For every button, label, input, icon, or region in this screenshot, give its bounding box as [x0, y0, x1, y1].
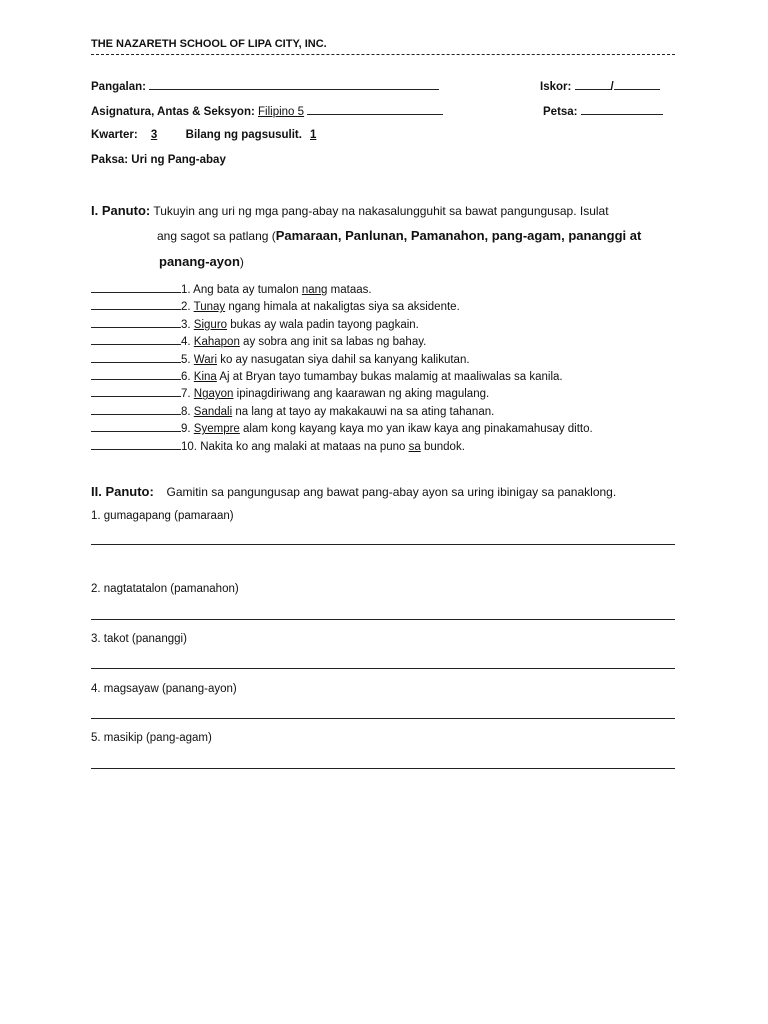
part1-item [91, 404, 494, 418]
item-text-post: bundok. [423, 440, 465, 453]
underlined-adverb: Tunay [193, 301, 226, 314]
part1-item [91, 317, 419, 331]
header-divider [91, 54, 675, 55]
iskor-row [540, 79, 660, 93]
answer-blank[interactable] [91, 299, 181, 310]
answer-line-1[interactable] [91, 544, 675, 545]
part1-text1: Tukuyin ang uri ng mga pang-abay na nakasalungguhit sa bawat pangungusap. Isulat [153, 204, 609, 218]
answer-blank[interactable] [91, 334, 181, 345]
school-name: THE NAZARETH SCHOOL OF LIPA CITY, INC. [91, 38, 327, 50]
item-text-post: Aj at Bryan tayo tumambay bukas malamig at maaliwalas sa kanila. [219, 371, 563, 383]
part1-instruction-line2 [157, 228, 641, 243]
item-number: 9. [181, 423, 191, 436]
part1-item [91, 282, 372, 296]
part2-item-5: 5. masikip (pang-agam) [91, 732, 212, 744]
part1-item [91, 386, 489, 400]
item-number: 7. [181, 388, 191, 401]
answer-blank[interactable] [91, 352, 181, 363]
part1-item [91, 421, 593, 435]
underlined-adverb: Sandali [193, 405, 233, 418]
petsa-row [543, 104, 663, 118]
answer-line-5[interactable] [91, 768, 675, 769]
petsa-blank[interactable] [581, 104, 663, 115]
asignatura-blank[interactable] [307, 104, 443, 115]
item-number: 6. [181, 371, 191, 383]
asignatura-row [91, 104, 443, 118]
underlined-adverb: nang [301, 284, 328, 296]
item-text-post: na lang at tayo ay makakauwi na sa ating tahanan. [235, 405, 495, 418]
answer-blank[interactable] [91, 282, 181, 293]
item-number: 1. [181, 284, 191, 296]
pangalan-row [91, 79, 439, 93]
iskor-blank[interactable] [575, 79, 611, 90]
part2-text: Gamitin sa pangungusap ang bawat pang-abay ayon sa uring ibinigay sa panaklong. [166, 485, 617, 499]
answer-blank[interactable] [91, 421, 181, 432]
part2-item-3: 3. takot (pananggi) [91, 633, 187, 645]
answer-line-2[interactable] [91, 619, 675, 620]
paksa: Paksa: Uri ng Pang-abay [91, 154, 226, 166]
answer-line-3[interactable] [91, 668, 675, 669]
part1-text3-bold: panang-ayon [159, 254, 240, 269]
item-text-post: bukas ay wala padin tayong pagkain. [230, 318, 419, 331]
answer-blank[interactable] [91, 404, 181, 415]
answer-blank[interactable] [91, 439, 181, 450]
underlined-adverb: Siguro [193, 318, 228, 331]
part1-item [91, 352, 470, 366]
iskor-separator: / [610, 81, 614, 93]
iskor-label: Iskor: [540, 81, 572, 93]
item-number: 8. [181, 405, 191, 418]
item-number: 5. [181, 353, 191, 366]
item-text-post: ay sobra ang init sa labas ng bahay. [243, 336, 427, 349]
item-number: 4. [181, 336, 191, 349]
pangalan-blank[interactable] [149, 79, 439, 90]
part1-instruction-line3 [159, 254, 244, 269]
part1-text2-pre: ang sagot sa patlang ( [157, 229, 276, 243]
underlined-adverb: sa [408, 440, 421, 453]
part1-text2-bold: Pamaraan, Panlunan, Pamanahon, pang-agam, pananggi at [275, 228, 642, 243]
part1-item [91, 334, 426, 348]
part1-text3-post: ) [239, 255, 244, 269]
underlined-adverb: Kahapon [193, 336, 240, 349]
underlined-adverb: Syempre [193, 423, 240, 436]
part1-instruction-line1 [91, 203, 609, 218]
part2-item-1: 1. gumagapang (pamaraan) [91, 510, 234, 522]
item-number: 3. [181, 318, 191, 331]
part1-heading: I. Panuto: [91, 203, 151, 218]
answer-blank[interactable] [91, 386, 181, 397]
item-number: 2. [181, 301, 191, 314]
item-text-post: ngang himala at nakaligtas siya sa aksidente. [228, 301, 460, 314]
part1-item [91, 369, 563, 383]
kwarter-row [91, 129, 324, 141]
item-text-post: ipinagdiriwang ang kaarawan ng aking magulang. [236, 388, 490, 401]
item-number: 10. [181, 440, 197, 453]
bilang-label: Bilang ng pagsusulit. [185, 129, 302, 141]
pangalan-label: Pangalan: [91, 81, 146, 93]
answer-line-4[interactable] [91, 718, 675, 719]
part2-item-4: 4. magsayaw (panang-ayon) [91, 683, 237, 695]
part2-item-2: 2. nagtatatalon (pamanahon) [91, 583, 239, 595]
item-text-pre: Nakita ko ang malaki at mataas na puno [200, 440, 406, 453]
part1-item [91, 299, 460, 313]
item-text-post: ko ay nasugatan siya dahil sa kanyang kalikutan. [220, 353, 470, 366]
part1-item [91, 439, 465, 453]
kwarter-value: 3 [150, 129, 158, 141]
item-text-post: alam kong kayang kaya mo yan ikaw kaya ang pinakamahusay ditto. [243, 423, 593, 436]
answer-blank[interactable] [91, 317, 181, 328]
petsa-label: Petsa: [543, 106, 578, 118]
asignatura-label: Asignatura, Antas & Seksyon: [91, 106, 255, 118]
item-text-pre: Ang bata ay tumalon [193, 284, 299, 296]
part2-instruction [91, 484, 616, 499]
underlined-adverb: Wari [193, 353, 218, 366]
underlined-adverb: Ngayon [193, 388, 234, 401]
kwarter-label: Kwarter: [91, 129, 138, 141]
asignatura-value: Filipino 5 [258, 106, 305, 118]
underlined-adverb: Kina [193, 371, 217, 383]
bilang-value: 1 [309, 129, 317, 141]
part2-heading: II. Panuto: [91, 484, 154, 499]
iskor-total-blank[interactable] [614, 79, 660, 90]
item-text-post: mataas. [330, 284, 372, 296]
answer-blank[interactable] [91, 369, 181, 380]
